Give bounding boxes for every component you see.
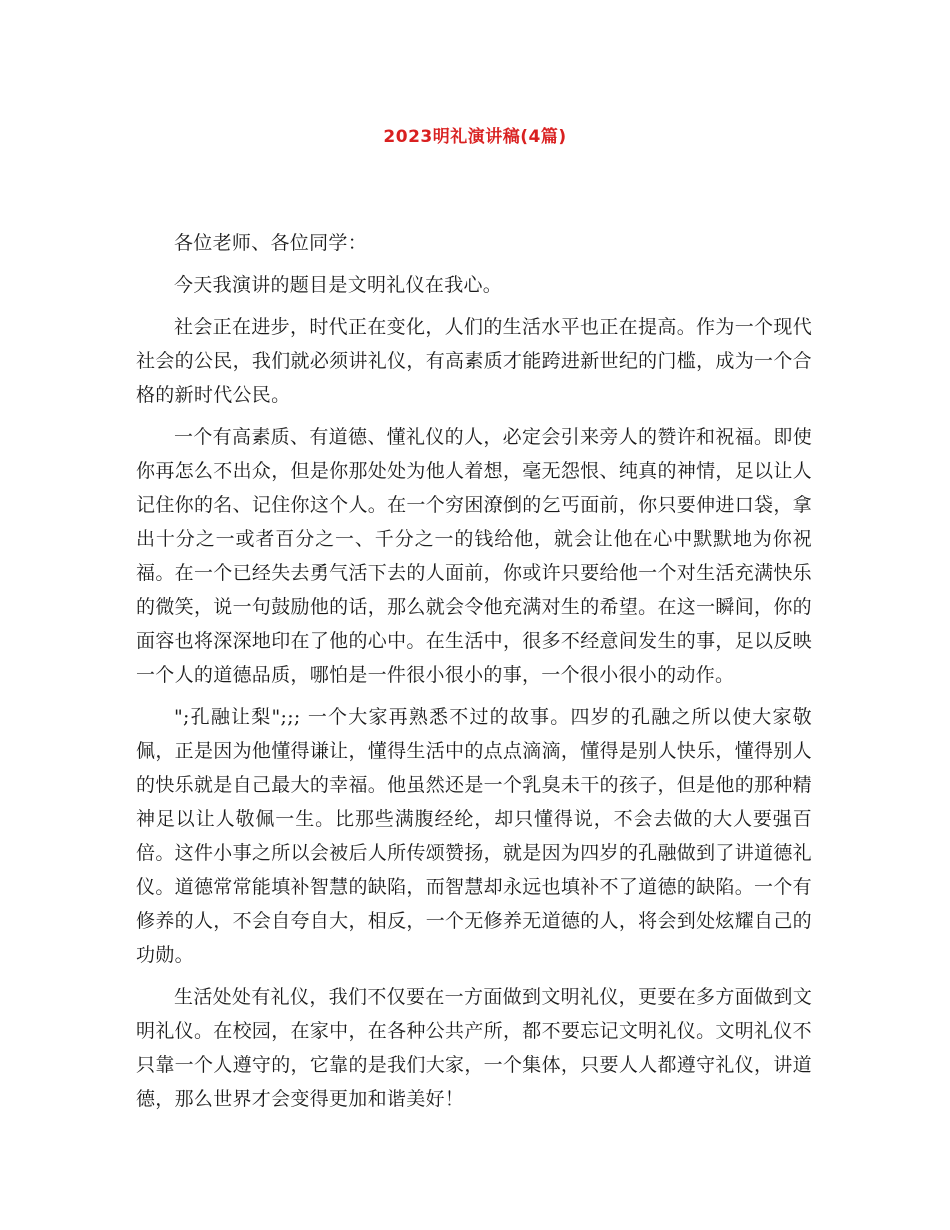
paragraph-society: 社会正在进步，时代正在变化，人们的生活水平也正在提高。作为一个现代社会的公民，我们就必须讲礼仪，有高素质才能跨进新世纪的门槛，成为一个合格的新时代公民。 [136,316,812,406]
document-title: 2023明礼演讲稿(4篇) [383,127,567,147]
paragraph-virtue: 一个有高素质、有道德、懂礼仪的人，必定会引来旁人的赞许和祝福。即使你再怎么不出众，但是你那处处为他人着想，毫无怨恨、纯真的神情，足以让人记住你的名、记住你这个人。在一个穷困潦倒的乞丐面前，你只要伸进口袋，拿出十分之一或者百分之一、千分之一的钱给他，就会让他在心中默默地为你祝福。在一个已经失去勇气活下去的人面前，你或许只要给他一个对生活充满快乐的微笑，说一句鼓励他的话，那么就会令他充满对生的希望。在这一瞬间，你的面容也将深深地印在了他的心中。在生活中，很多不经意间发生的事，足以反映一个人的道德品质，哪怕是一件很小很小的事，一个很小很小的动作。 [136,426,812,686]
document-body [136,226,812,1124]
paragraph-topic: 今天我演讲的题目是文明礼仪在我心。 [174,274,503,296]
paragraph-conclusion: 生活处处有礼仪，我们不仅要在一方面做到文明礼仪，更要在多方面做到文明礼仪。在校园，在家中，在各种公共产所，都不要忘记文明礼仪。文明礼仪不只靠一个人遵守的，它靠的是我们大家，一个集体，只要人人都遵守礼仪，讲道德，那么世界才会变得更加和谐美好！ [136,986,812,1110]
paragraph-kongrong: ";孔融让梨";;; 一个大家再熟悉不过的故事。四岁的孔融之所以使大家敬佩，正是因为他懂得谦让，懂得生活中的点点滴滴，懂得是别人快乐，懂得别人的快乐就是自己最大的幸福。他虽然还是一个乳臭未干的孩子，但是他的那种精神足以让人敬佩一生。比那些满腹经纶，却只懂得说，不会去做的大人要强百倍。这件小事之所以会被后人所传颂赞扬，就是因为四岁的孔融做到了讲道德礼仪。道德常常能填补智慧的缺陷，而智慧却永远也填补不了道德的缺陷。一个有修养的人，不会自夸自大，相反，一个无修养无道德的人，将会到处炫耀自己的功勋。 [136,706,812,966]
paragraph-greeting: 各位老师、各位同学： [174,232,368,254]
